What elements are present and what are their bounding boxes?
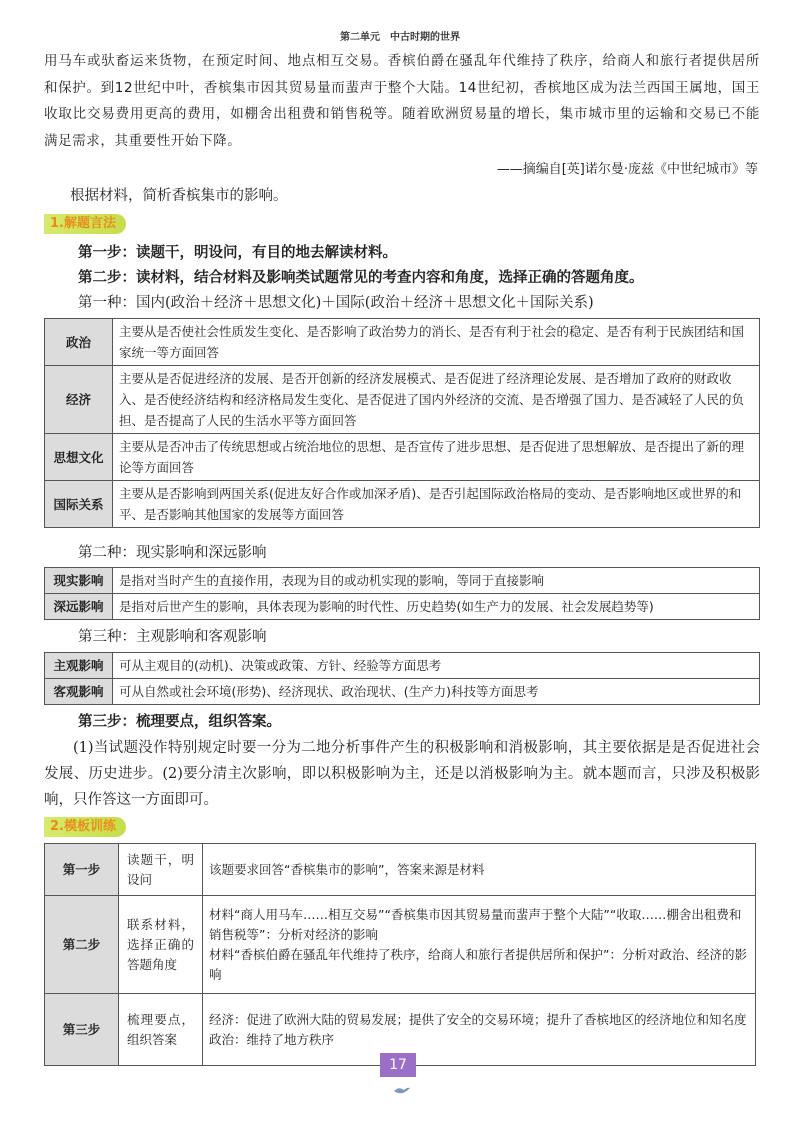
kind1-title: 第一种：国内(政治＋经济＋思想文化)＋国际(政治＋经济＋思想文化＋国际关系) [78, 295, 594, 311]
row-mid: 梳理要点，组织答案 [119, 994, 203, 1066]
table-row [45, 434, 760, 481]
step1-text: 第一步：读题干，明设问，有目的地去解读材料。 [78, 245, 397, 261]
row-head: 思想文化 [45, 434, 113, 481]
subjective-objective-table [44, 652, 760, 705]
row-mid: 联系材料，选择正确的答题角度 [119, 896, 203, 994]
table-row [45, 366, 760, 434]
row-head: 深远影响 [45, 594, 113, 620]
row-head: 国际关系 [45, 481, 113, 528]
table-row [45, 594, 760, 620]
step3-title: 第三步：梳理要点，组织答案。 [78, 714, 281, 730]
row-head: 客观影响 [45, 679, 113, 705]
row-body: 可从主观目的(动机)、决策或政策、方针、经验等方面思考 [113, 653, 760, 679]
row-body [203, 994, 756, 1066]
row-head: 主观影响 [45, 653, 113, 679]
row-head: 经济 [45, 366, 113, 434]
kind3-title: 第三种：主观影响和客观影响 [78, 629, 267, 645]
row-body: 是指对当时产生的直接作用，表现为目的或动机实现的影响，等同于直接影响 [113, 568, 760, 594]
body-line: 经济：促进了欧洲大陆的贸易发展；提供了安全的交易环境；提升了香槟地区的经济地位和知名度 [209, 1011, 747, 1027]
table-row [45, 896, 756, 994]
source-citation: ——摘编自[英]诺尔曼·庞兹《中世纪城市》等 [496, 162, 758, 177]
row-head: 第一步 [45, 844, 119, 896]
section-tag-method: 1.解题言法 [44, 214, 126, 234]
question-prompt: 根据材料，简析香槟集市的影响。 [70, 188, 288, 204]
table-row [45, 568, 760, 594]
row-body: 是指对后世产生的影响，具体表现为影响的时代性、历史趋势(如生产力的发展、社会发展趋势等) [113, 594, 760, 620]
table-row [45, 653, 760, 679]
template-training-table [44, 843, 756, 1066]
row-head: 现实影响 [45, 568, 113, 594]
row-body: 主要从是否影响到两国关系(促进友好合作或加深矛盾)、是否引起国际政治格局的变动、是否影响地区或世界的和平、是否影响其他国家的发展等方面回答 [113, 481, 760, 528]
real-vs-far-table [44, 567, 760, 620]
row-head: 政治 [45, 319, 113, 366]
step2-text: 第二步：读材料，结合材料及影响类试题常见的考查内容和角度，选择正确的答题角度。 [78, 270, 644, 286]
row-body: 主要从是否促进经济的发展、是否开创新的经济发展模式、是否促进了经济理论发展、是否增加了政府的财政收入、是否使经济结构和经济格局发生变化、是否促进了国内外经济的交流、是否增强了国力、是否减轻了人民的负担、是否提高了人民的生活水平等方面回答 [113, 366, 760, 434]
table-row [45, 844, 756, 896]
row-body [203, 896, 756, 994]
domestic-international-table [44, 318, 760, 528]
row-body: 主要从是否使社会性质发生变化、是否影响了政治势力的消长、是否有利于社会的稳定、是否有利于民族团结和国家统一等方面回答 [113, 319, 760, 366]
row-body: 可从自然或社会环境(形势)、经济现状、政治现状、(生产力)科技等方面思考 [113, 679, 760, 705]
kind2-title: 第二种：现实影响和深远影响 [78, 545, 267, 561]
bird-ornament-icon [392, 1083, 412, 1097]
table-row [45, 319, 760, 366]
table-row [45, 679, 760, 705]
row-mid: 读题干，明设问 [119, 844, 203, 896]
running-head: 第二单元 中古时期的世界 [340, 32, 460, 43]
row-head: 第三步 [45, 994, 119, 1066]
row-head: 第二步 [45, 896, 119, 994]
page-number: 17 [380, 1053, 416, 1077]
body-line: 材料“商人用马车……相互交易”“香槟集市因其贸易量而蜚声于整个大陆”“收取……棚舍出租费和销售税等”：分析对经济的影响 [209, 906, 742, 942]
table-row [45, 481, 760, 528]
row-body: 该题要求回答“香槟集市的影响”，答案来源是材料 [203, 844, 756, 896]
row-body: 主要从是否冲击了传统思想或占统治地位的思想、是否宣传了进步思想、是否促进了思想解放、是否提出了新的理论等方面回答 [113, 434, 760, 481]
step3-text: (1)当试题没作特别规定时要一分为二地分析事件产生的积极影响和消极影响，其主要依据是是否促进社会发展、历史进步。(2)要分清主次影响，即以积极影响为主，还是以消极影响为主。就本题而言，只涉及积极影响，只作答这一方面即可。 [44, 740, 760, 808]
source-material: 用马车或驮畜运来货物，在预定时间、地点相互交易。香槟伯爵在骚乱年代维持了秩序，给商人和旅行者提供居所和保护。到12世纪中叶，香槟集市因其贸易量而蜚声于整个大陆。14世纪初，香槟地区成为法兰西国王属地，国王收取比交易费用更高的费用，如棚舍出租费和销售税等。随着欧洲贸易量的增长，集市城市里的运输和交易已不能满足需求，其重要性开始下降。 [44, 53, 760, 149]
section-tag-template: 2.模板训练 [44, 817, 126, 837]
body-line: 政治：维持了地方秩序 [209, 1031, 335, 1047]
body-line: 材料“香槟伯爵在骚乱年代维持了秩序，给商人和旅行者提供居所和保护”：分析对政治、经济的影响 [209, 946, 747, 982]
